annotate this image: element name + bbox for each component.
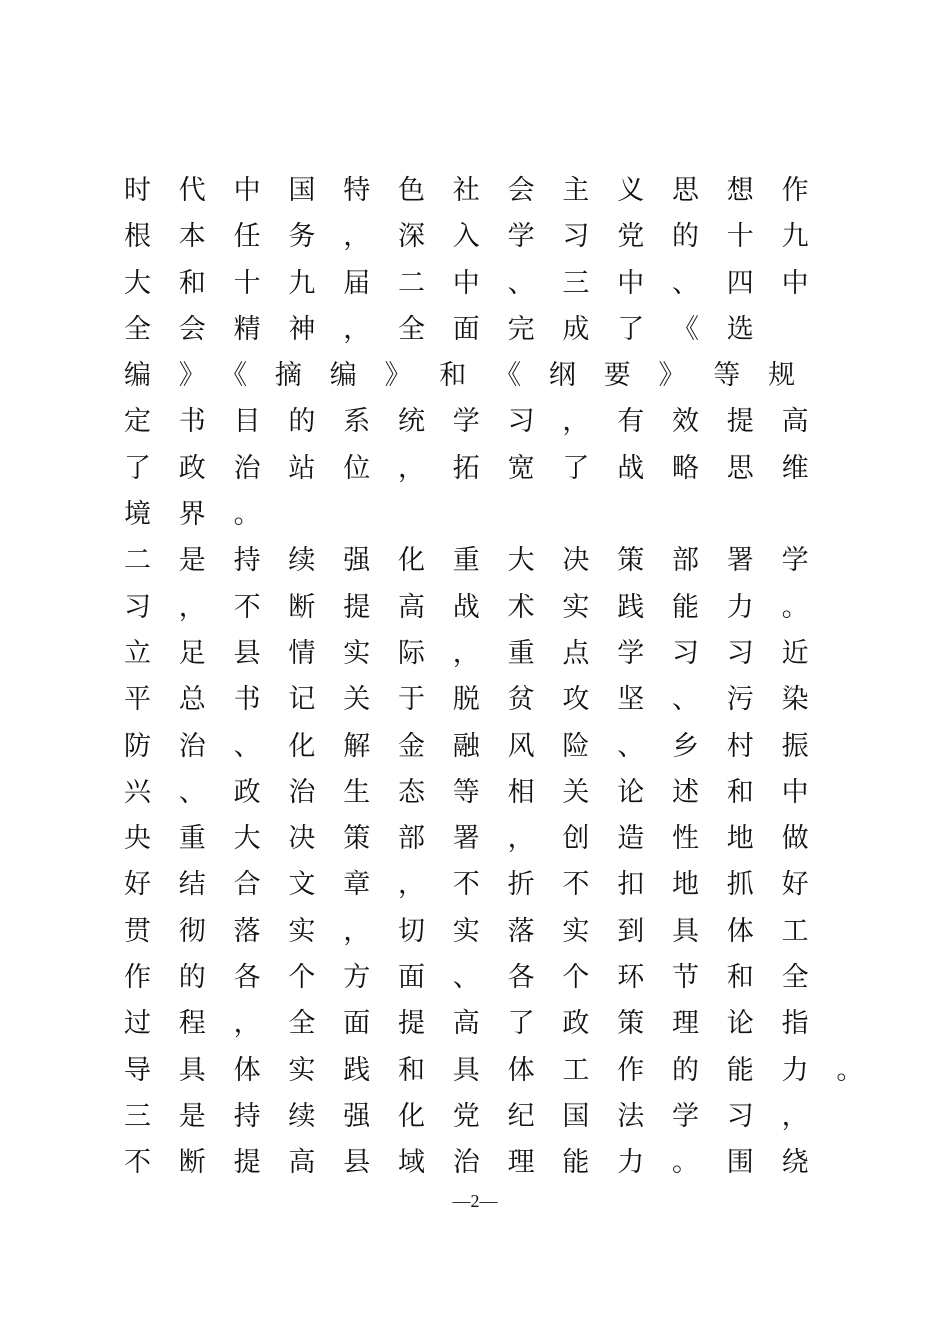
- text-line: 导具体实践和具体工作的能力。: [124, 1054, 892, 1086]
- text-line: 作的各个方面、各个环节和全: [124, 962, 837, 994]
- text-line: 不断提高县域治理能力。围绕: [124, 1147, 837, 1179]
- text-line: 兴、政治生态等相关论述和中: [124, 776, 837, 808]
- text-line: 贯彻落实，切实落实到具体工: [124, 915, 837, 947]
- text-line: 了政治站位，拓宽了战略思维: [124, 452, 837, 484]
- text-line: 央重大决策部署，创造性地做: [124, 823, 837, 855]
- text-line: 二是持续强化重大决策部署学: [124, 545, 837, 577]
- text-line: 定书目的系统学习，有效提高: [124, 406, 837, 438]
- text-line: 全会精神，全面完成了《选: [124, 313, 782, 345]
- text-line: 防治、化解金融风险、乡村振: [124, 730, 837, 762]
- text-line: 习，不断提高战术实践能力。: [124, 591, 837, 623]
- text-line: 时代中国特色社会主义思想作: [124, 175, 837, 206]
- text-line: 好结合文章，不折不扣地抓好: [124, 869, 837, 901]
- text-line: 立足县情实际，重点学习习近: [124, 637, 837, 669]
- text-line: 根本任务，深入学习党的十九: [124, 221, 837, 253]
- page-number: —2—: [452, 1191, 498, 1211]
- text-line: 大和十九届二中、三中、四中: [124, 267, 837, 299]
- text-line: 境界。: [124, 499, 289, 531]
- text-line: 三是持续强化党纪国法学习，: [124, 1100, 837, 1132]
- text-line: 编》《摘编》和《纲要》等规: [124, 360, 823, 392]
- text-line: 平总书记关于脱贫攻坚、污染: [124, 684, 837, 716]
- document-body: [124, 168, 892, 1187]
- text-line: 过程，全面提高了政策理论指: [124, 1008, 837, 1040]
